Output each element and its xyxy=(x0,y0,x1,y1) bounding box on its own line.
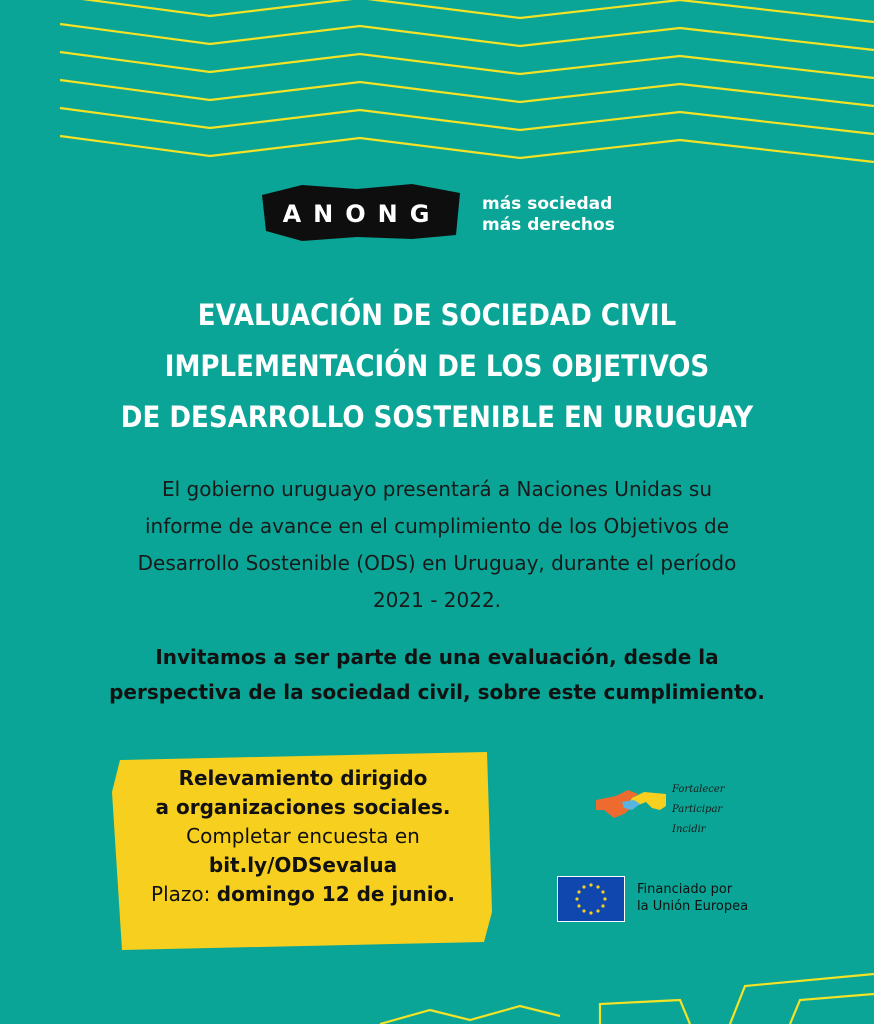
deadline xyxy=(112,880,494,909)
note-line: Completar encuesta en xyxy=(186,824,420,848)
invite-line: Invitamos a ser parte de una evaluación, desde la xyxy=(155,645,719,669)
note-line: a organizaciones sociales. xyxy=(155,795,451,819)
title-line: DE DESARROLLO SOSTENIBLE EN URUGUAY xyxy=(120,400,754,434)
deadline-value: domingo 12 de junio. xyxy=(216,882,455,906)
intro-line: El gobierno uruguayo presentará a Naciones Unidas su xyxy=(162,477,712,501)
intro-paragraph xyxy=(60,471,814,619)
invitation-text xyxy=(60,640,814,710)
fpi-line: Fortalecer xyxy=(672,784,725,795)
survey-note xyxy=(112,752,494,950)
intro-line: 2021 - 2022. xyxy=(372,588,502,612)
intro-line: informe de avance en el cumplimiento de los Objetivos de xyxy=(144,514,729,538)
eu-line: Financiado por xyxy=(637,882,733,897)
eu-funding-text xyxy=(637,881,748,915)
fpi-line: Incidir xyxy=(672,824,706,835)
decorative-wave-lines xyxy=(0,0,874,170)
title-line: IMPLEMENTACIÓN DE LOS OBJETIVOS xyxy=(164,349,710,383)
fpi-line: Participar xyxy=(672,804,723,815)
logo-text: ANONG xyxy=(282,200,442,228)
tagline-line: más derechos xyxy=(482,215,615,235)
note-line: Relevamiento dirigido xyxy=(178,766,428,790)
page-title xyxy=(0,290,874,443)
hands-icon xyxy=(594,780,670,824)
anong-logo xyxy=(262,181,462,243)
title-line: EVALUACIÓN DE SOCIEDAD CIVIL xyxy=(197,298,677,332)
eu-line: la Unión Europea xyxy=(637,899,749,914)
invite-line: perspectiva de la sociedad civil, sobre este cumplimiento. xyxy=(109,680,765,704)
tagline xyxy=(482,194,615,236)
tagline-line: más sociedad xyxy=(482,194,613,214)
decorative-bottom-lines xyxy=(0,960,874,1024)
intro-line: Desarrollo Sostenible (ODS) en Uruguay, durante el período xyxy=(137,551,737,575)
fpi-tagline xyxy=(672,780,725,840)
eu-flag-icon xyxy=(557,876,625,922)
deadline-label: Plazo: xyxy=(151,882,211,906)
survey-link[interactable]: bit.ly/ODSevalua xyxy=(208,853,398,877)
